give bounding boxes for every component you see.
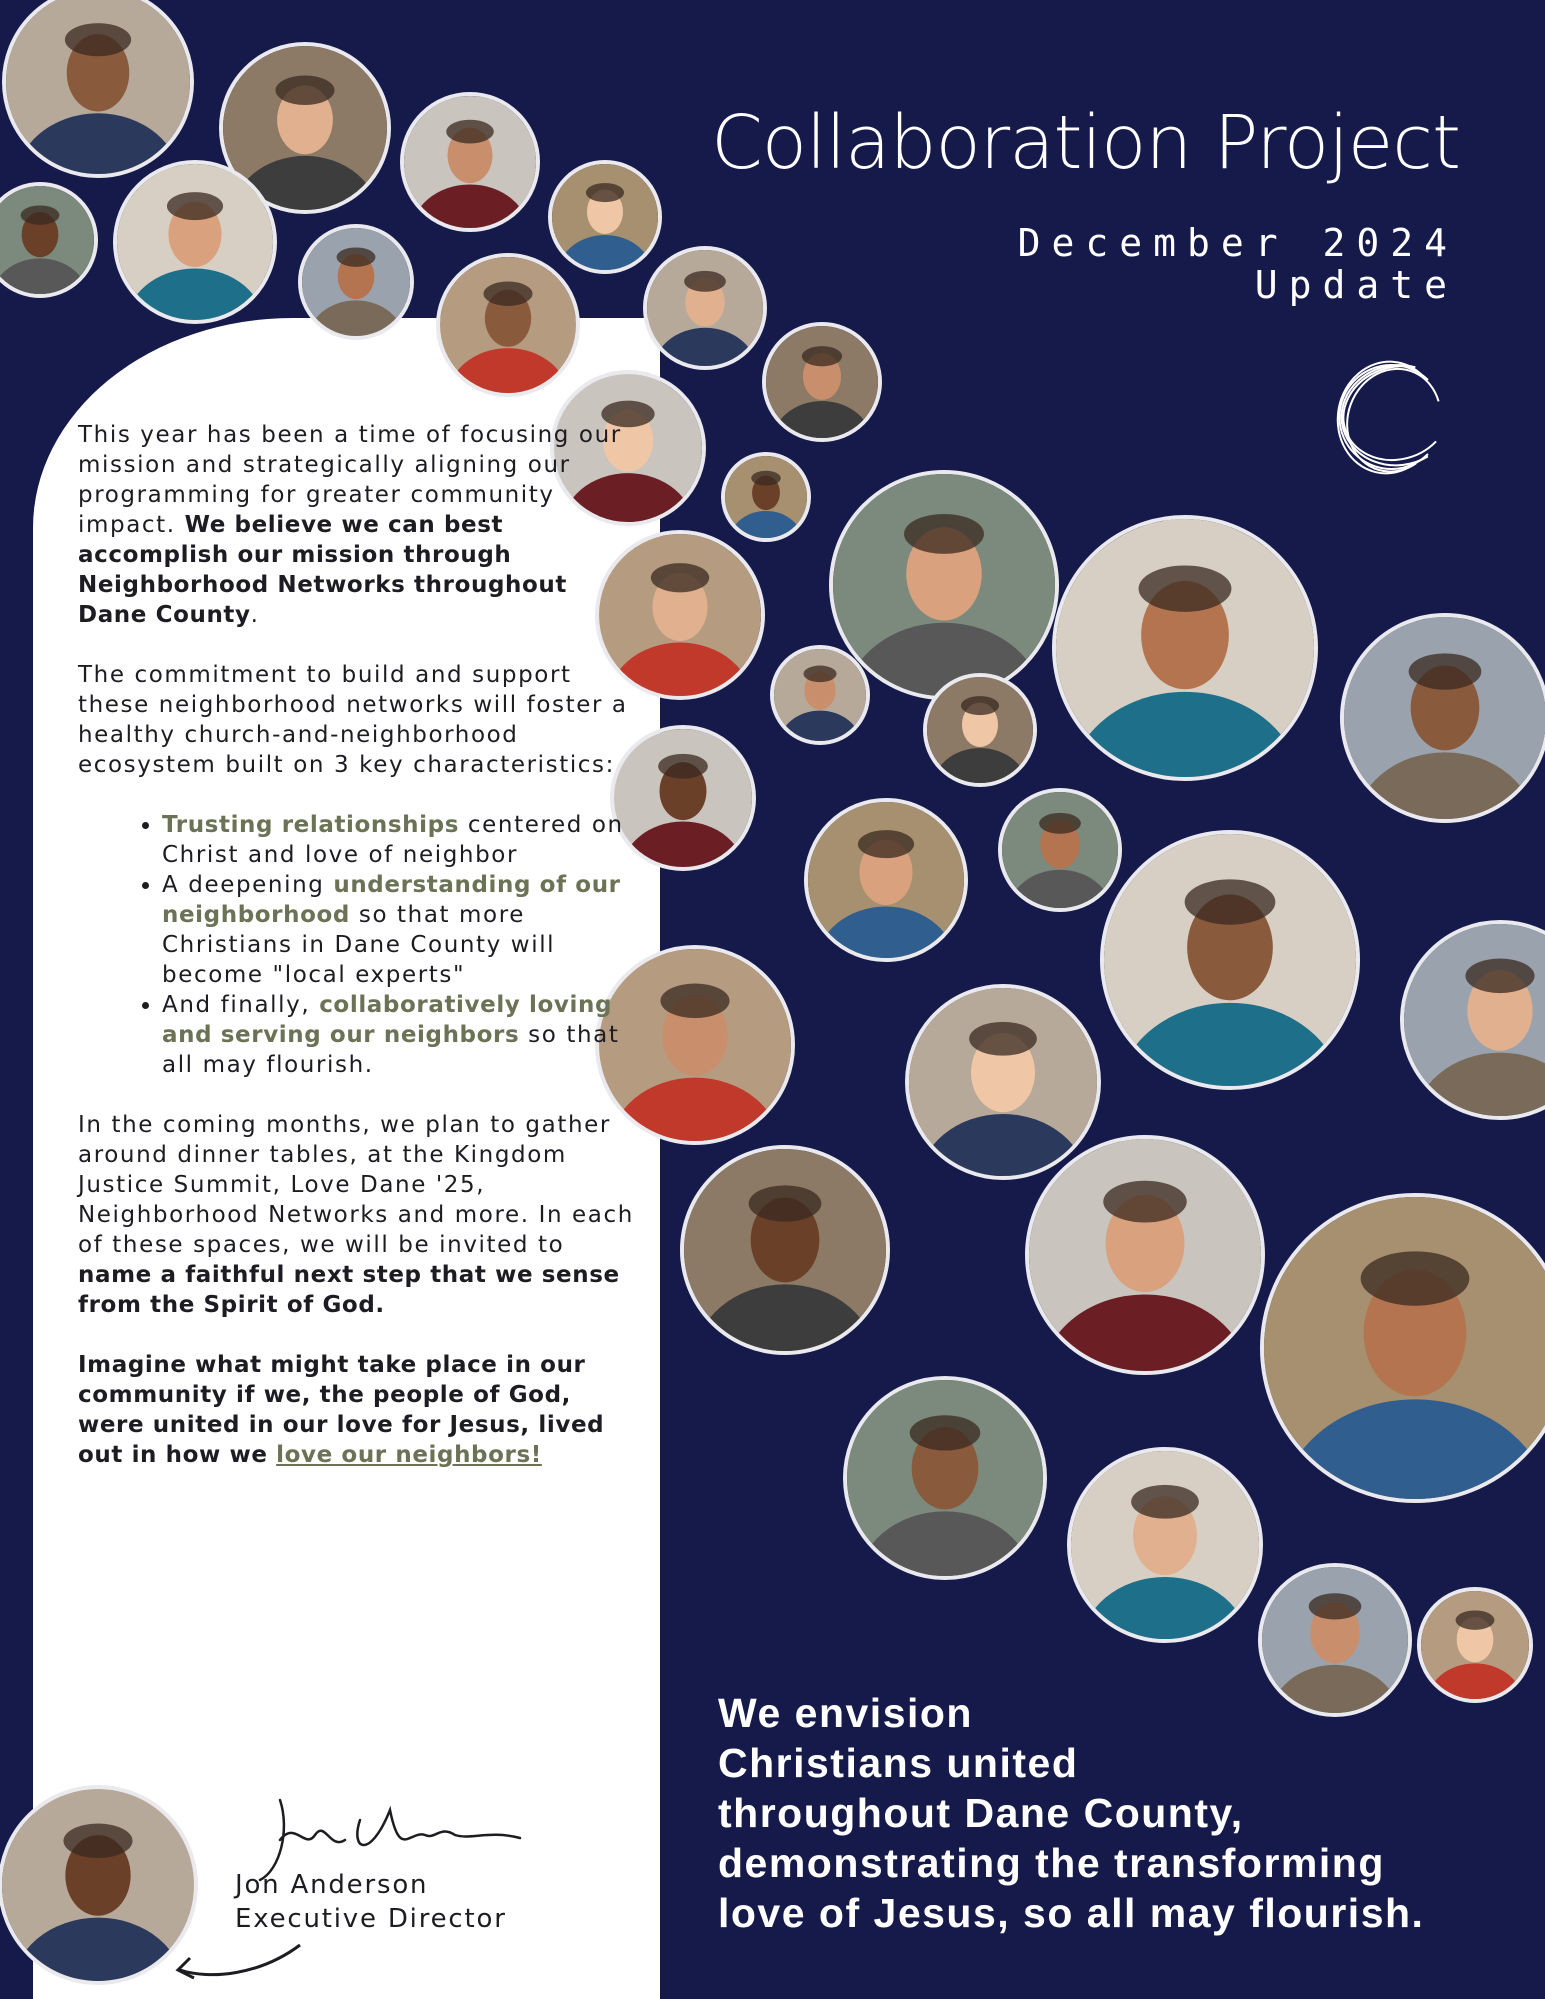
bullet-highlight: understanding of our neighborhood <box>162 872 621 928</box>
signature-name: Jon Anderson <box>235 1870 429 1900</box>
person-photo-icon <box>1056 519 1314 777</box>
photo-circle <box>2 0 194 178</box>
photo-circle <box>843 1376 1047 1580</box>
photo-circle <box>1417 1587 1533 1703</box>
person-photo-icon <box>684 1149 886 1351</box>
vision-line: love of Jesus, so all may flourish. <box>718 1890 1425 1936</box>
bullet-highlight: collaboratively loving and serving our neighbors <box>162 992 613 1048</box>
person-photo-icon <box>774 649 866 741</box>
photo-circle <box>1400 920 1545 1120</box>
photo-circle <box>680 1145 890 1355</box>
vision-line: We envision <box>718 1690 973 1736</box>
subtitle-update: Update <box>1254 263 1458 307</box>
love-our-neighbors-link[interactable]: love our neighbors! <box>276 1442 542 1468</box>
photo-circle <box>770 645 870 745</box>
photo-circle <box>923 673 1037 787</box>
person-photo-icon <box>117 164 273 320</box>
person-photo-icon <box>1421 1591 1529 1699</box>
list-item <box>162 990 638 1080</box>
photo-circle <box>905 984 1101 1180</box>
person-photo-icon <box>1264 1197 1545 1499</box>
photo-circle <box>436 253 580 397</box>
person-photo-icon <box>6 0 190 174</box>
letter-paragraph-2: The commitment to build and support these neighborhood networks will foster a healthy church-and-neighborhood ecosystem built on 3 key characteristics: <box>78 662 628 778</box>
photo-circle <box>1260 1193 1545 1503</box>
arrow-icon <box>170 1900 310 1980</box>
bullet-post: so that more Christians in Dane County will become "local experts" <box>162 902 556 988</box>
c-logo-icon <box>1310 342 1460 492</box>
person-photo-icon <box>404 96 536 228</box>
person-photo-icon <box>725 456 807 538</box>
page-title: Collaboration Project <box>711 100 1460 186</box>
bullet-post: centered on Christ and love of neighbor <box>162 812 624 868</box>
photo-circle <box>804 798 968 962</box>
photo-circle <box>1025 1135 1265 1375</box>
person-photo-icon <box>552 164 658 270</box>
person-photo-icon <box>1344 617 1545 819</box>
person-photo-icon <box>1029 1139 1261 1371</box>
person-photo-icon <box>440 257 576 393</box>
person-photo-icon <box>0 186 94 294</box>
person-photo-icon <box>647 250 763 366</box>
letter-body <box>78 420 638 1500</box>
list-item <box>162 810 638 870</box>
letter-paragraph-4 <box>78 1350 638 1470</box>
person-photo-icon <box>808 802 964 958</box>
person-photo-icon <box>302 228 410 336</box>
letter-paragraph-1 <box>78 420 638 630</box>
photo-circle <box>400 92 540 232</box>
person-photo-icon <box>847 1380 1043 1576</box>
p3-text: In the coming months, we plan to gather around dinner tables, at the Kingdom Justice Summit, Love Dane '25, Neighborhood Networks and more. In each of these spaces, we will be invited to <box>78 1112 634 1258</box>
photo-circle <box>548 160 662 274</box>
photo-circle <box>298 224 414 340</box>
photo-circle <box>0 182 98 298</box>
bullet-post: so that all may flourish. <box>162 1022 620 1078</box>
photo-circle <box>643 246 767 370</box>
p1-text: This year has been a time of focusing our mission and strategically aligning our programming for greater community impact. <box>78 422 622 538</box>
photo-circle <box>113 160 277 324</box>
person-photo-icon <box>766 326 878 438</box>
photo-circle <box>762 322 882 442</box>
letter-paragraph-3 <box>78 1110 638 1320</box>
person-photo-icon <box>1404 924 1545 1116</box>
p4-bold-text: Imagine what might take place in our community if we, the people of God, were united in our love for Jesus, lived out in how we <box>78 1352 605 1468</box>
subtitle-date: December 2024 <box>1017 221 1458 265</box>
characteristics-list <box>78 810 638 1080</box>
p3-bold-text: name a faithful next step that we sense from the Spirit of God. <box>78 1262 620 1318</box>
person-photo-icon <box>909 988 1097 1176</box>
photo-circle <box>1340 613 1545 823</box>
bullet-pre: A deepening <box>162 872 334 898</box>
p1-end: . <box>250 602 260 628</box>
vision-line: throughout Dane County, <box>718 1790 1244 1836</box>
vision-line: demonstrating the transforming <box>718 1840 1385 1886</box>
person-photo-icon <box>1104 834 1356 1086</box>
vision-statement <box>718 1688 1498 1938</box>
photo-circle <box>1052 515 1318 781</box>
photo-circle <box>1067 1447 1263 1643</box>
person-photo-icon <box>2 1789 194 1981</box>
photo-circle <box>829 470 1059 700</box>
photo-circle <box>1100 830 1360 1090</box>
photo-circle <box>998 788 1122 912</box>
vision-line: Christians united <box>718 1740 1079 1786</box>
person-photo-icon <box>927 677 1033 783</box>
bullet-highlight: Trusting relationships <box>162 812 459 838</box>
p1-bold-text: We believe we can best accomplish our mission through Neighborhood Networks throughout Dane County <box>78 512 567 628</box>
photo-circle <box>0 1785 198 1985</box>
bullet-pre: And finally, <box>162 992 320 1018</box>
signature-role: Executive Director <box>235 1904 507 1934</box>
person-photo-icon <box>833 474 1055 696</box>
person-photo-icon <box>1071 1451 1259 1639</box>
photo-circle <box>721 452 811 542</box>
list-item <box>162 870 638 990</box>
person-photo-icon <box>1002 792 1118 908</box>
page-subtitle <box>900 222 1458 306</box>
